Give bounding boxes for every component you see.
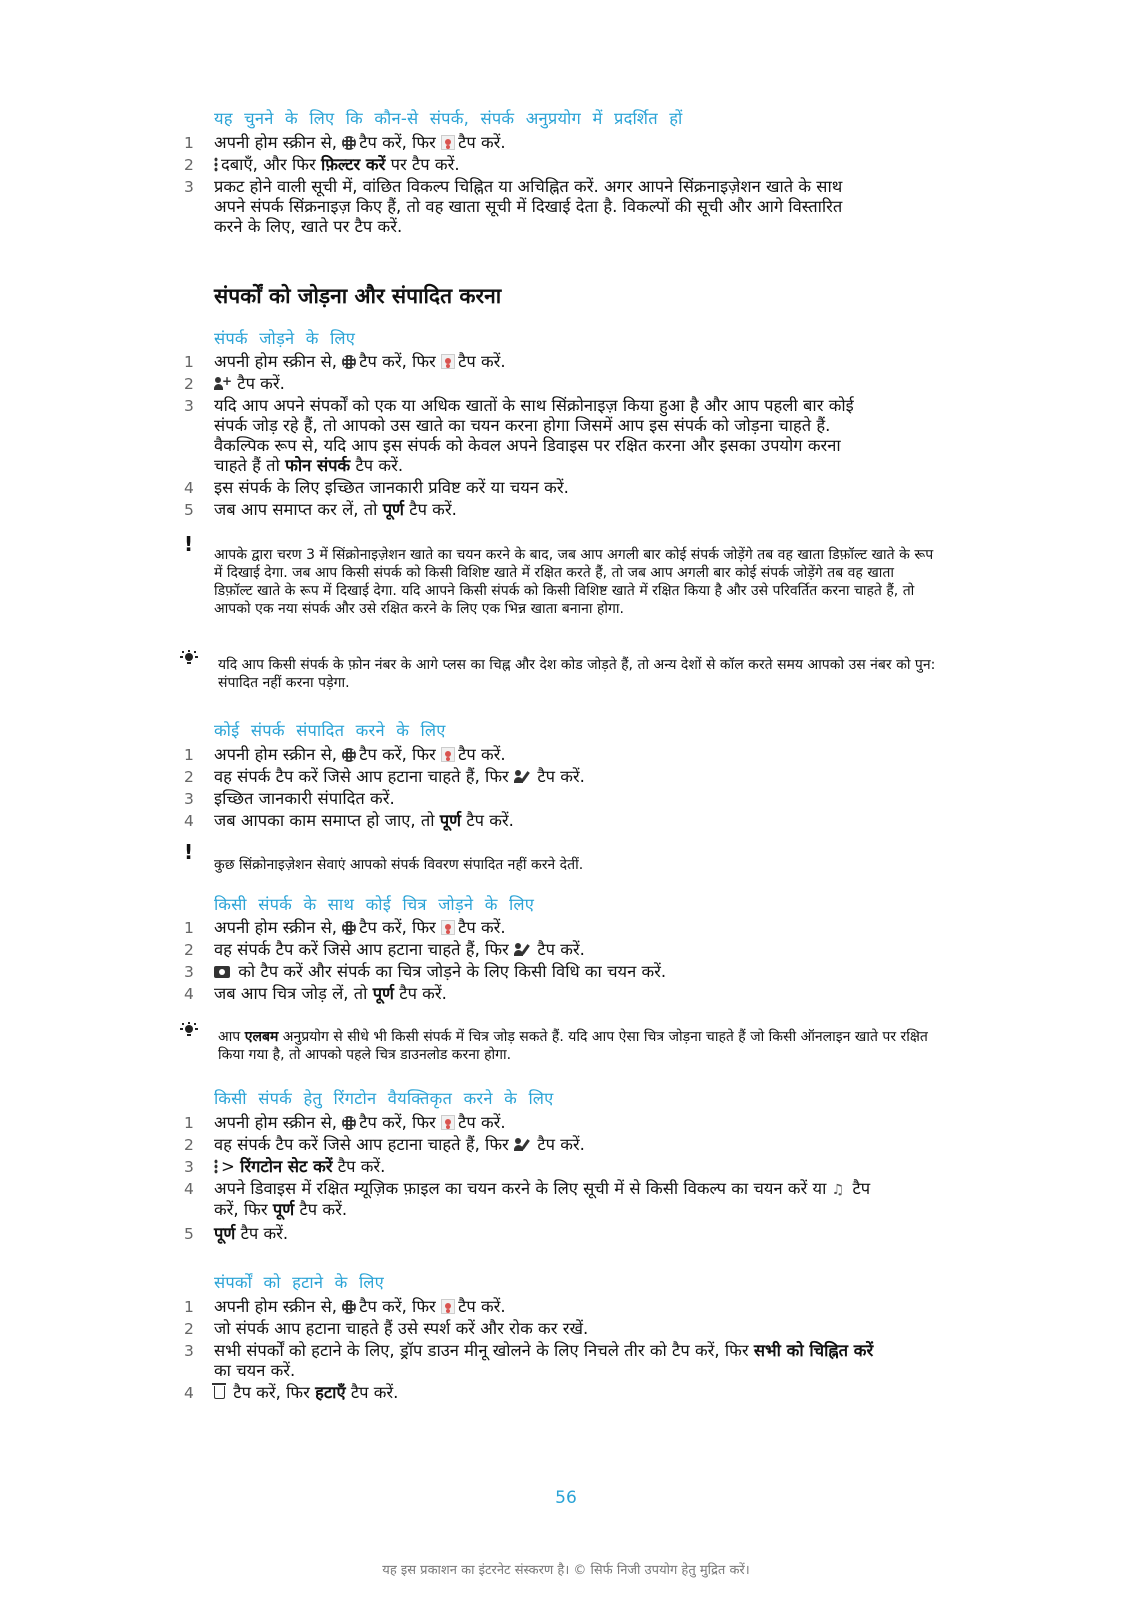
note-text: कुछ सिंक्रोनाइज़ेशन सेवाएं आपको संपर्क विवरण संपादित नहीं करने देतीं. bbox=[214, 857, 584, 873]
list-item: 2 वह संपर्क टैप करें जिसे आप हटाना चाहते हैं, फिर टैप करें. bbox=[184, 1135, 585, 1154]
music-icon: ♫ bbox=[831, 1182, 845, 1198]
add-steps bbox=[0, 352, 1132, 520]
camera-icon bbox=[214, 966, 230, 978]
list-item: 1 अपनी होम स्क्रीन से, टैप करें, फिर टैप करें. bbox=[184, 133, 506, 152]
list-item: 1 अपनी होम स्क्रीन से, टैप करें, फिर टैप करें. bbox=[184, 1113, 506, 1132]
list-item: 3 को टैप करें और संपर्क का चित्र जोड़ने के लिए किसी विधि का चयन करें. bbox=[184, 962, 667, 981]
list-item: 3 सभी संपर्कों को हटाने के लिए, ड्रॉप डाउन मीनू खोलने के लिए निचले तीर को टैप करें, फिर सभी को चिह्नित करें का चयन करें. bbox=[184, 1341, 874, 1380]
warning-icon: ! bbox=[184, 840, 194, 864]
filter-steps bbox=[0, 133, 1132, 237]
edit-section-heading: कोई संपर्क संपादित करने के लिए bbox=[214, 721, 446, 740]
contacts-icon bbox=[441, 920, 455, 935]
tip-bulb-icon bbox=[180, 1022, 198, 1038]
page-number: 56 bbox=[555, 1488, 577, 1508]
list-item: 2 + टैप करें. bbox=[0, 374, 1132, 394]
list-item: 2 जो संपर्क आप हटाना चाहते हैं उसे स्पर्श करें और रोक कर रखें. bbox=[184, 1319, 589, 1338]
tip-text: आप एलबम अनुप्रयोग से सीधे भी किसी संपर्क में चित्र जोड़ सकते हैं. यदि आप ऐसा चित्र जोड़ना चाहते हैं जो किसी ऑनलाइन खाते पर रक्षित किया गया है, तो आपको पहले चित्र डाउनलोड करना होगा. bbox=[218, 1029, 928, 1063]
ringtone-steps bbox=[0, 1113, 1132, 1244]
apps-icon bbox=[342, 1116, 356, 1130]
contacts-icon bbox=[441, 354, 455, 369]
list-item: 1 अपनी होम स्क्रीन से, टैप करें, फिर टैप करें. bbox=[184, 1297, 506, 1316]
list-item: 1 अपनी होम स्क्रीन से, टैप करें, फिर टैप करें. bbox=[184, 745, 506, 764]
delete-steps bbox=[0, 1297, 1132, 1403]
footer-text: यह इस प्रकाशन का इंटरनेट संस्करण है। © सिर्फ निजी उपयोग हेतु मुद्रित करें। bbox=[382, 1563, 750, 1578]
apps-icon bbox=[342, 1300, 356, 1314]
list-item: 4 जब आप चित्र जोड़ लें, तो पूर्ण टैप करें. bbox=[184, 984, 447, 1003]
ringtone-section-heading: किसी संपर्क हेतु रिंगटोन वैयक्तिकृत करने के लिए bbox=[214, 1089, 554, 1108]
warning-icon: ! bbox=[184, 532, 194, 556]
note-text: आपके द्वारा चरण 3 में सिंक्रोनाइज़ेशन खाते का चयन करने के बाद, जब आप अगली बार कोई संपर्क जोड़ेंगे तब वह खाता डिफ़ॉल्ट खाते के रूप में दिखाई देगा. जब आप किसी संपर्क को किसी विशिष्ट खाते में रक्षित करते हैं, तो जब आप अगली बार कोई संपर्क जोड़ेंगे तब वह खाता डिफ़ॉल्ट खाते के रूप में दिखाई देगा. यदि आपने किसी संपर्क को किसी विशिष्ट खाते में रक्षित किया है और उसे परिवर्तित करना चाहते हैं, तो आपको एक नया संपर्क और उसे रक्षित करने के लिए एक भिन्न खाता बनाना होगा. bbox=[214, 547, 934, 617]
list-item: 5 जब आप समाप्त कर लें, तो पूर्ण टैप करें. bbox=[184, 500, 457, 519]
step-number: 1 bbox=[184, 134, 194, 152]
list-item: 3 यदि आप अपने संपर्कों को एक या अधिक खातों के साथ सिंक्रोनाइज़ किया हुआ है और आप पहली बार कोई संपर्क जोड़ रहे हैं, तो आपको उस खाते का चयन करना होगा जिसमें आप इस संपर्क को जोड़ना चाहते हैं. वैकल्पिक रूप से, यदि आप इस संपर्क को केवल अपने डिवाइस पर रक्षित करना और इसका उपयोग करना चाहते हैं तो फोन संपर्क टैप करें. bbox=[184, 396, 854, 475]
add-contact-icon bbox=[214, 376, 229, 391]
contacts-icon bbox=[441, 135, 455, 150]
trash-icon bbox=[214, 1386, 225, 1399]
apps-icon bbox=[342, 921, 356, 935]
edit-contact-icon bbox=[514, 1137, 529, 1152]
tip-bulb-icon bbox=[180, 650, 198, 666]
filter-section-heading: यह चुनने के लिए कि कौन-से संपर्क, संपर्क अनुप्रयोग में प्रदर्शित हों bbox=[214, 109, 683, 128]
list-item: 4 अपने डिवाइस में रक्षित म्यूज़िक फ़ाइल का चयन करने के लिए सूची में से किसी विकल्प का चयन करें या ♫ टैप करें, फिर पूर्ण टैप करें. bbox=[184, 1179, 871, 1219]
list-item: 5 पूर्ण टैप करें. bbox=[184, 1224, 289, 1243]
page-title: संपर्कों को जोड़ना और संपादित करना bbox=[214, 284, 502, 308]
list-item: 3 इच्छित जानकारी संपादित करें. bbox=[184, 789, 395, 808]
tip-text: यदि आप किसी संपर्क के फ़ोन नंबर के आगे प्लस का चिह्न और देश कोड जोड़ते हैं, तो अन्य देशों से कॉल करते समय आपको उस नंबर को पुन: संपादित नहीं करना पड़ेगा. bbox=[218, 657, 936, 691]
apps-icon bbox=[342, 355, 356, 369]
edit-steps bbox=[0, 745, 1132, 831]
list-item: 1 अपनी होम स्क्रीन से, टैप करें, फिर टैप करें. bbox=[184, 918, 506, 937]
apps-icon bbox=[342, 748, 356, 762]
picture-section-heading: किसी संपर्क के साथ कोई चित्र जोड़ने के लिए bbox=[214, 895, 535, 914]
list-item: 4 टैप करें, फिर हटाएँ टैप करें. bbox=[184, 1383, 399, 1402]
list-item: 4 जब आपका काम समाप्त हो जाए, तो पूर्ण टैप करें. bbox=[184, 811, 514, 830]
contacts-icon bbox=[441, 1115, 455, 1130]
add-section-heading: संपर्क जोड़ने के लिए bbox=[214, 329, 356, 348]
picture-steps bbox=[0, 918, 1132, 1004]
list-item: 3 प्रकट होने वाली सूची में, वांछित विकल्प चिह्नित या अचिह्नित करें. अगर आपने सिंक्रनाइज़ेशन खाते के साथ अपने संपर्क सिंक्रनाइज़ किए हैं, तो वह खाता सूची में दिखाई देता है. विकल्पों की सूची और आगे विस्तारित करने के लिए, खाते पर टैप करें. bbox=[184, 177, 843, 236]
menu-dots-icon bbox=[214, 157, 218, 172]
list-item: 2 दबाएँ, और फिर फ़िल्टर करें पर टैप करें. bbox=[184, 155, 460, 174]
list-item: 2 वह संपर्क टैप करें जिसे आप हटाना चाहते हैं, फिर टैप करें. bbox=[184, 767, 585, 786]
edit-contact-icon bbox=[514, 942, 529, 957]
apps-icon bbox=[342, 136, 356, 150]
list-item: 3 > रिंगटोन सेट करें टैप करें. bbox=[184, 1157, 386, 1176]
delete-section-heading: संपर्कों को हटाने के लिए bbox=[214, 1273, 384, 1292]
menu-dots-icon bbox=[214, 1159, 218, 1174]
list-item: 1 अपनी होम स्क्रीन से, टैप करें, फिर टैप करें. bbox=[184, 352, 506, 371]
edit-contact-icon bbox=[514, 769, 529, 784]
contacts-icon bbox=[441, 747, 455, 762]
list-item: 2 वह संपर्क टैप करें जिसे आप हटाना चाहते हैं, फिर टैप करें. bbox=[184, 940, 585, 959]
contacts-icon bbox=[441, 1299, 455, 1314]
list-item: 4 इस संपर्क के लिए इच्छित जानकारी प्रविष्ट करें या चयन करें. bbox=[184, 478, 569, 497]
